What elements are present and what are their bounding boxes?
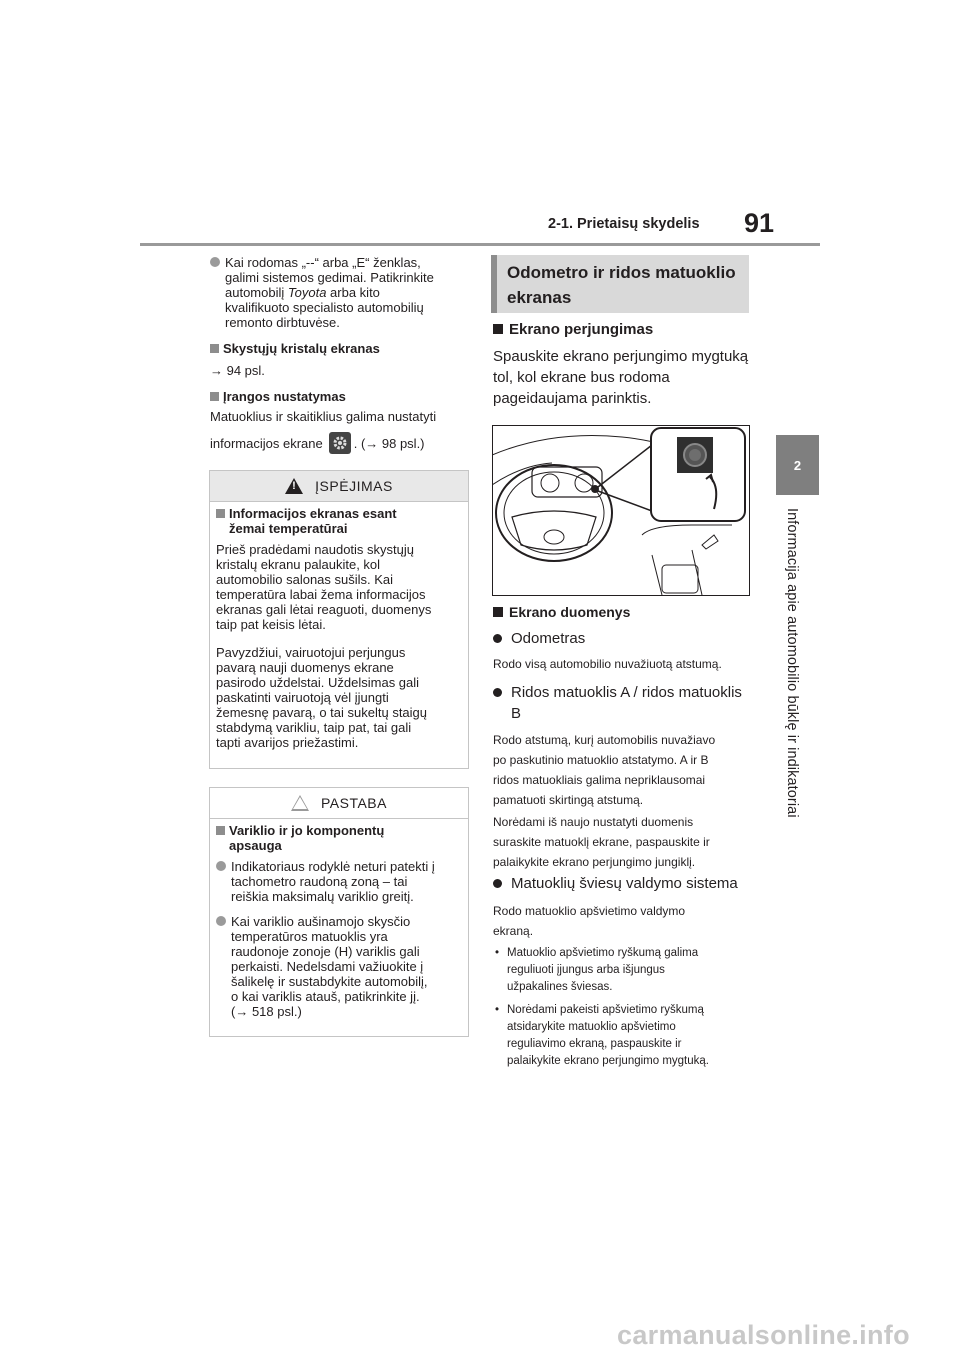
text-line: tol, kol ekrane bus rodoma <box>493 369 670 386</box>
heading-line: ekranas <box>507 288 572 307</box>
header-divider <box>140 243 820 246</box>
text-line: Pavyzdžiui, vairuotojui perjungus <box>216 645 406 660</box>
warning-header <box>210 471 468 502</box>
text-line: Indikatoriaus rodyklė neturi patekti į <box>231 859 435 874</box>
text-line: o kai variklis atauš, patikrinkite jį. <box>231 989 420 1004</box>
text-line: pasirodo uždelstai. Uždelsimas gali <box>216 675 420 690</box>
warning-box <box>209 470 469 769</box>
section-title: 2-1. Prietaisų skydelis <box>548 216 700 232</box>
lcd-heading: Skystųjų kristalų ekranas <box>210 341 472 356</box>
lighting-bullet-2 <box>493 1002 751 1070</box>
text-line: perkaisti. Nedelsdami važiuokite į <box>231 959 424 974</box>
switch-heading: Ekrano perjungimas <box>493 321 653 338</box>
lighting-bullet-1 <box>493 945 751 996</box>
text-line: pageidaujama parinktis. <box>493 390 652 407</box>
square-bullet-icon <box>493 324 503 334</box>
bullet-dot-icon <box>493 634 502 643</box>
trip-heading: Ridos matuoklis A / ridos matuoklis B <box>493 682 742 724</box>
bullet-dot-icon <box>210 257 220 267</box>
text-line: žemesnę pavarą, o tai sukeltų staigų <box>216 705 428 720</box>
settings-text: Matuoklius ir skaitiklius galima nustatyti <box>210 409 437 424</box>
square-bullet-icon <box>216 509 225 518</box>
note-bullet-2 <box>216 914 462 1019</box>
text-line: reiškia maksimalų variklio greitį. <box>231 889 414 904</box>
text-line: po paskutinio matuoklio atstatymo. A ir B <box>493 753 709 767</box>
text-line: Norėdami iš naujo nustatyti duomenis <box>493 815 694 829</box>
note-triangle-icon <box>291 795 309 811</box>
text-line: tachometro raudoną zoną – tai <box>231 874 408 889</box>
square-bullet-icon <box>493 607 503 617</box>
text-line: automobilį Toyota arba kito <box>225 285 380 300</box>
heading-line: Odometro ir ridos matuoklio <box>507 263 736 282</box>
text-line: atsidarykite matuoklio apšvietimo <box>507 1021 676 1033</box>
bullet-dot-icon <box>216 916 226 926</box>
chapter-side-title: Informacija apie automobilio būklę ir indikatoriai <box>784 508 800 818</box>
text-line: stabdymą varikliu, taip pat, tai gali <box>216 720 412 735</box>
text-line: Rodo atstumą, kurį automobilis nuvažiavo <box>493 733 716 747</box>
text-line: pavarą nauji duomenys ekrane <box>216 660 394 675</box>
text-line: Prieš pradėdami naudotis skystųjų <box>216 542 414 557</box>
square-bullet-icon <box>210 344 219 353</box>
left-column <box>210 255 472 454</box>
bullet-small-icon: • <box>495 947 500 959</box>
note-box <box>209 787 469 1037</box>
note-header <box>210 788 468 819</box>
warning-bullet <box>210 255 472 330</box>
text-line: užpakalines šviesas. <box>507 981 613 993</box>
note-bullet-1 <box>216 859 462 904</box>
text-line: galimi sistemos gedimai. Patikrinkite <box>225 270 434 285</box>
text-line: šalikelę ir sustabdykite automobilį, <box>231 974 428 989</box>
text-line: Norėdami pakeisti apšvietimo ryškumą <box>507 1004 704 1016</box>
text-line: Kai variklio aušinamojo skysčio <box>231 914 411 929</box>
text-line: (→ 518 psl.) <box>231 1004 302 1019</box>
text-line: kristalų ekranu palaukite, kol <box>216 557 381 572</box>
text-line: ekranas gali lėtai reaguoti, duomenys <box>216 602 432 617</box>
settings-text-2: informacijos ekrane . (→ 98 psl.) <box>210 432 472 454</box>
text-line: Spauskite ekrano perjungimo mygtuką <box>493 348 749 365</box>
text-line: reguliuoti įjungus arba išjungus <box>507 964 665 976</box>
lighting-heading: Matuoklių šviesų valdymo sistema <box>493 875 738 892</box>
text-line: remonto dirbtuvėse. <box>225 315 340 330</box>
text-line: Rodo matuoklio apšvietimo valdymo <box>493 904 686 918</box>
square-bullet-icon <box>216 826 225 835</box>
note-subheading-2: apsauga <box>229 838 282 853</box>
square-bullet-icon <box>210 392 219 401</box>
text-line: palaikykite ekrano perjungimo jungiklį. <box>493 855 696 869</box>
odometer-text: Rodo visą automobilio nuvažiuotą atstumą. <box>493 657 722 671</box>
text-line: automobilio salonas sušils. Kai <box>216 572 394 587</box>
text-line: pamatuoti skirtingą atstumą. <box>493 793 644 807</box>
text-line: taip pat keisis lėtai. <box>216 617 326 632</box>
warning-paragraph-1 <box>216 542 462 632</box>
text-line: Kai rodomas „--“ arba „E“ ženklas, <box>225 255 421 270</box>
note-subheading: Variklio ir jo komponentų <box>216 823 462 838</box>
text-line: temperatūra labai žema informacijos <box>216 587 426 602</box>
text-line: raudonoje zonoje (H) variklis gali <box>231 944 420 959</box>
bullet-small-icon: • <box>495 1004 500 1016</box>
trip-text-2 <box>493 812 710 872</box>
gear-icon <box>329 432 351 454</box>
text-line: B <box>511 705 522 722</box>
lcd-reference: → 94 psl. <box>210 363 265 378</box>
text-line: Matuoklio apšvietimo ryškumą galima <box>507 947 699 959</box>
bullet-dot-icon <box>493 879 502 888</box>
chapter-tab: 2 <box>776 435 819 495</box>
bullet-dot-icon <box>493 688 502 697</box>
text-line: reguliavimo ekraną, paspauskite ir <box>507 1038 682 1050</box>
text-line: suraskite matuoklį ekrane, paspauskite ir <box>493 835 710 849</box>
warning-triangle-icon <box>285 478 303 494</box>
text-line: kvalifikuoto specialisto automobilių <box>225 300 424 315</box>
text-line: tapti avarijos priežastimi. <box>216 735 359 750</box>
odometer-heading: Odometras <box>493 630 585 647</box>
text-line: ridos matuokliais galima nepriklausomai <box>493 773 706 787</box>
page-number: 91 <box>744 208 775 238</box>
steering-wheel-illustration <box>492 425 750 596</box>
warning-paragraph-2 <box>216 645 462 750</box>
switch-text <box>493 346 748 409</box>
text-line: paskatinti vairuotoją vėl įjungti <box>216 690 389 705</box>
data-heading: Ekrano duomenys <box>493 604 630 620</box>
trip-text <box>493 730 715 810</box>
bullet-dot-icon <box>216 861 226 871</box>
settings-heading: Įrangos nustatymas <box>210 389 472 404</box>
lighting-text <box>493 901 685 941</box>
text-line: temperatūros matuoklis yra <box>231 929 388 944</box>
watermark: carmanualsonline.info <box>617 1320 910 1350</box>
text-line: palaikykite ekrano perjungimo mygtuką. <box>507 1055 709 1067</box>
warning-subheading: Informacijos ekranas esant <box>216 506 462 521</box>
note-title: PASTABA <box>320 795 387 811</box>
section-heading <box>491 255 749 313</box>
warning-subheading-2: žemai temperatūrai <box>229 521 348 536</box>
text-line: ekraną. <box>493 924 534 938</box>
warning-title: ĮSPĖJIMAS <box>315 478 393 494</box>
